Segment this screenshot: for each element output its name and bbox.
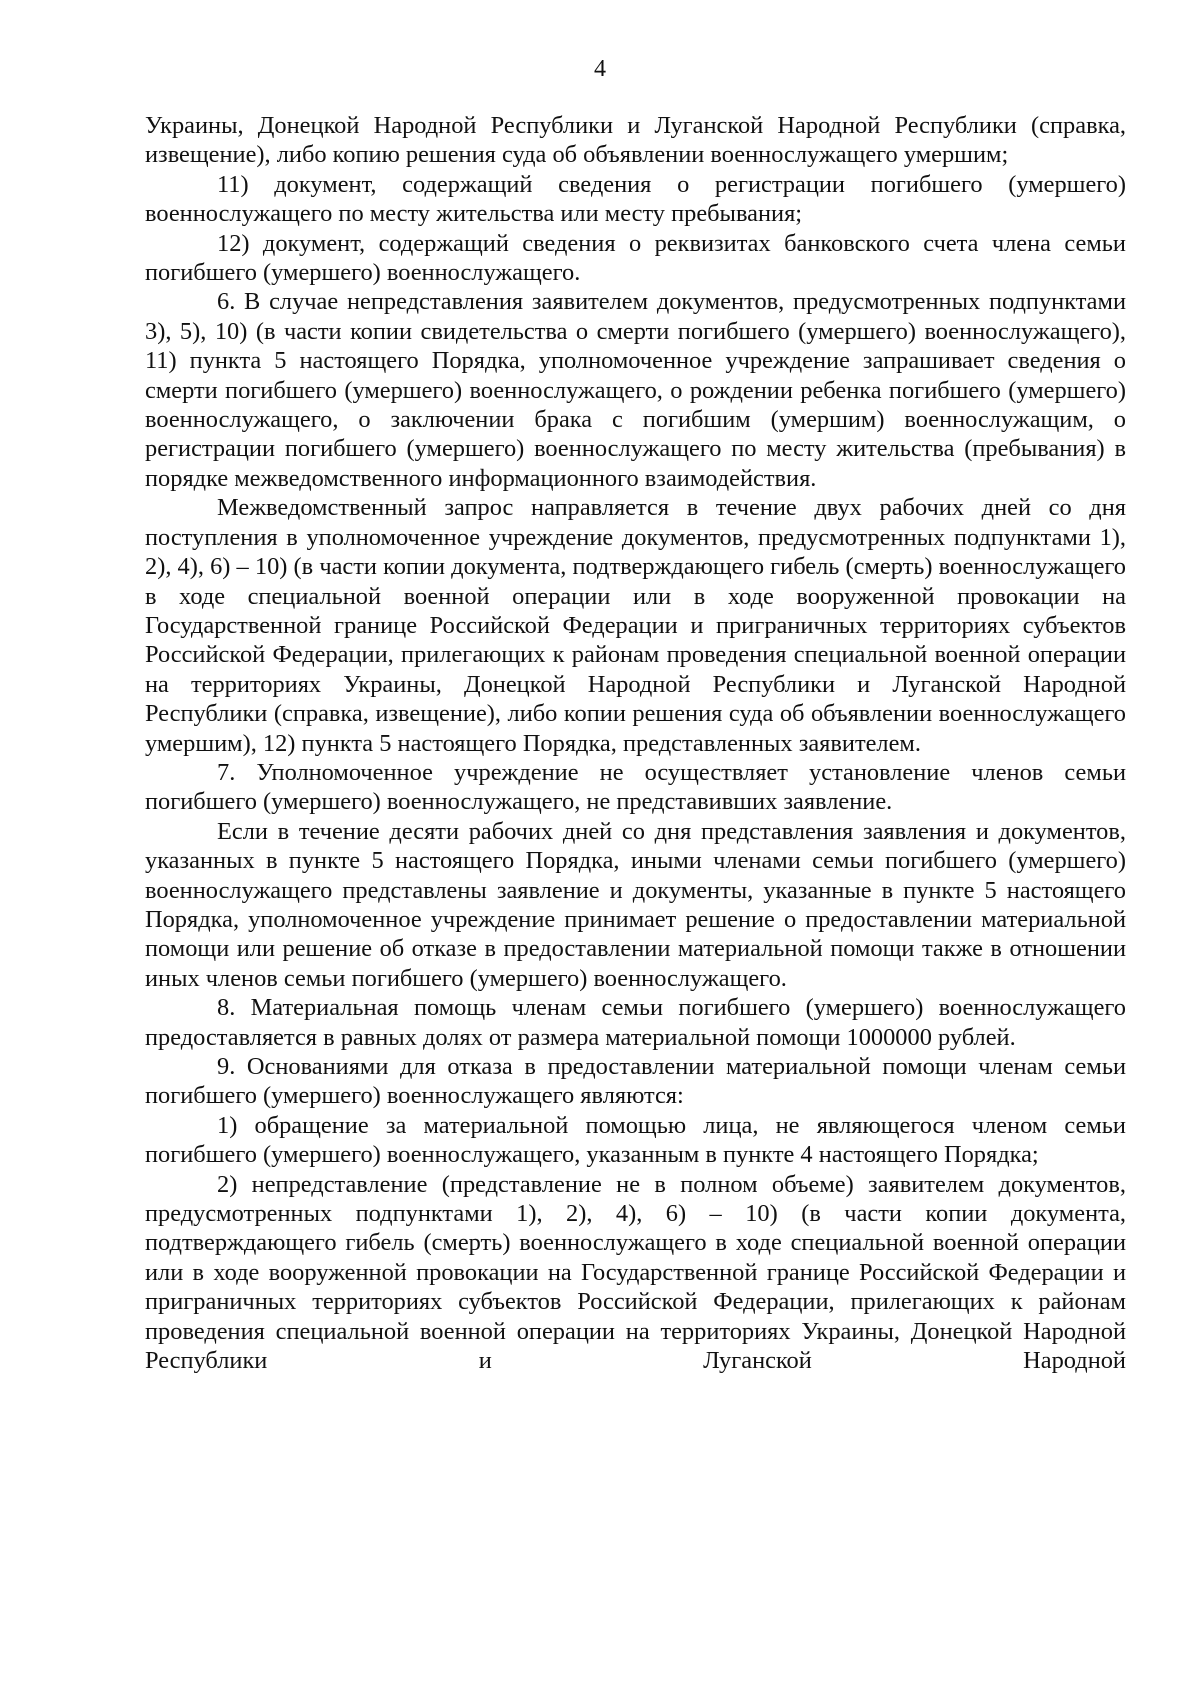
paragraph-clause-8: 8. Материальная помощь членам семьи погибшего (умершего) военнослужащего предоставляется в равных долях от размера материальной помощи 1000000 рублей. (145, 994, 1126, 1051)
paragraph-clause-9-item-2: 2) непредставление (представление не в полном объеме) заявителем документов, предусмотренных подпунктами 1), 2), 4), 6) – 10) (в части копии документа, подтверждающего гибель (смерть) военнослужащего в ходе специальной военной операции или в ходе вооруженной провокации на Государственной границе Российской Федерации и приграничных территориях субъектов Российской Федерации, прилегающих к районам проведения специальной военной операции на территориях Украины, Донецкой Народной Республики и Луганской Народной (145, 1170, 1126, 1375)
paragraph-clause-6-request: Межведомственный запрос направляется в течение двух рабочих дней со дня поступления в уполномоченное учреждение документов, предусмотренных подпунктами 1), 2), 4), 6) – 10) (в части копии документа, подтверждающего гибель (смерть) военнослужащего в ходе специальной военной операции или в ходе вооруженной провокации на Государственной границе Российской Федерации и приграничных территориях субъектов Российской Федерации, прилегающих к районам проведения специальной военной операции на территориях Украины, Донецкой Народной Республики и Луганской Народной Республики (справка, извещение), либо копии решения суда об объявлении военнослужащего умершим), 12) пункта 5 настоящего Порядка, представленных заявителем. (145, 494, 1126, 757)
paragraph-clause-9: 9. Основаниями для отказа в предоставлении материальной помощи членам семьи погибшего (умершего) военнослужащего являются: (145, 1053, 1126, 1110)
paragraph-clause-6: 6. В случае непредставления заявителем документов, предусмотренных подпунктами 3), 5), 10) (в части копии свидетельства о смерти погибшего (умершего) военнослужащего), 11) пункта 5 настоящего Порядка, уполномоченное учреждение запрашивает сведения о смерти погибшего (умершего) военнослужащего, о рождении ребенка погибшего (умершего) военнослужащего, о заключении брака с погибшим (умершим) военнослужащим, о регистрации погибшего (умершего) военнослужащего по месту жительства (пребывания) в порядке межведомственного информационного взаимодействия. (145, 288, 1126, 492)
paragraph-item-12: 12) документ, содержащий сведения о реквизитах банковского счета члена семьи погибшего (умершего) военнослужащего. (145, 229, 1126, 287)
page-number: 4 (594, 56, 606, 82)
document-body (145, 111, 1126, 1375)
paragraph-clause-7-other: Если в течение десяти рабочих дней со дня представления заявления и документов, указанных в пункте 5 настоящего Порядка, иными членами семьи погибшего (умершего) военнослужащего представлены заявление и документы, указанные в пункте 5 настоящего Порядка, уполномоченное учреждение принимает решение о предоставлении материальной помощи или решение об отказе в предоставлении материальной помощи также в отношении иных членов семьи погибшего (умершего) военнослужащего. (145, 817, 1126, 992)
paragraph-clause-9-item-1: 1) обращение за материальной помощью лица, не являющегося членом семьи погибшего (умершего) военнослужащего, указанным в пункте 4 настоящего Порядка; (145, 1111, 1126, 1169)
paragraph-item-11: 11) документ, содержащий сведения о регистрации погибшего (умершего) военнослужащего по месту жительства или месту пребывания; (145, 170, 1126, 228)
paragraph-clause-7: 7. Уполномоченное учреждение не осуществляет установление членов семьи погибшего (умершего) военнослужащего, не представивших заявление. (145, 758, 1126, 816)
paragraph-continuation: Украины, Донецкой Народной Республики и Луганской Народной Республики (справка, извещение), либо копию решения суда об объявлении военнослужащего умершим; (145, 112, 1126, 169)
